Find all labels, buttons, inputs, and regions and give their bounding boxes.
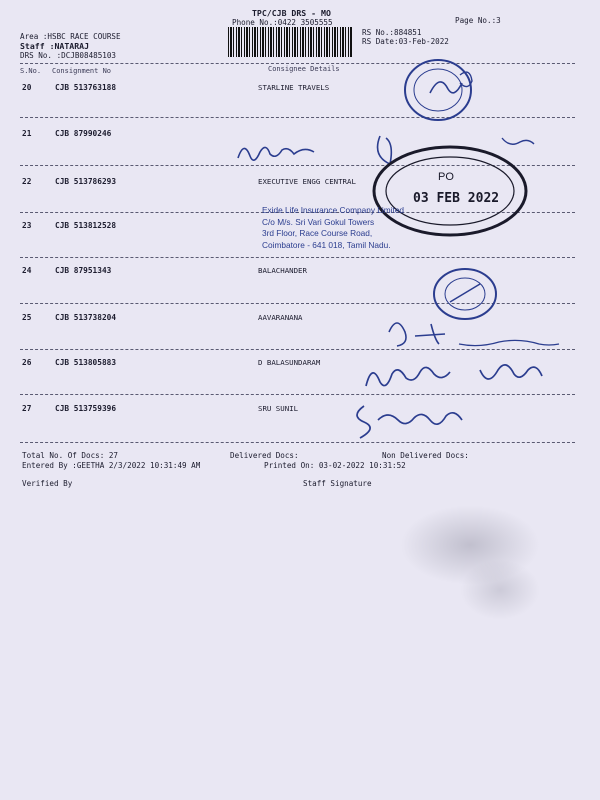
signature-row-27 bbox=[350, 398, 490, 440]
row-consignee: D BALASUNDARAM bbox=[258, 358, 321, 367]
date-stamp-date: 03 FEB 2022 bbox=[413, 191, 500, 206]
table-row bbox=[0, 404, 600, 424]
row-consignment: CJB 513763188 bbox=[55, 83, 117, 92]
row-divider bbox=[20, 394, 575, 395]
row-sno: 23 bbox=[22, 221, 32, 230]
company-stamp-line4: Coimbatore - 641 018, Tamil Nadu. bbox=[262, 239, 391, 250]
row-consignment: CJB 513805883 bbox=[55, 358, 117, 367]
staff-signature-label: Staff Signature bbox=[303, 479, 372, 488]
company-stamp-line2: C/o M/s. Sri Vari Gokul Towers bbox=[262, 216, 375, 227]
row-sno: 22 bbox=[22, 177, 32, 186]
entered-by: Entered By :GEETHA 2/3/2022 10:31:49 AM bbox=[22, 461, 201, 470]
row-consignment: CJB 513738204 bbox=[55, 313, 117, 322]
row-consignee: SRU SUNIL bbox=[258, 404, 299, 413]
verified-by: Verified By bbox=[22, 479, 73, 488]
row-consignee: BALACHANDER bbox=[258, 266, 307, 275]
total-docs: Total No. Of Docs: 27 bbox=[22, 451, 119, 460]
round-stamp-travels bbox=[400, 55, 480, 125]
rs-date: RS Date:03-Feb-2022 bbox=[362, 37, 449, 46]
page-number: Page No.:3 bbox=[455, 16, 501, 25]
footer-divider bbox=[20, 442, 575, 443]
row-sno: 24 bbox=[22, 266, 32, 275]
delivered-docs: Delivered Docs: bbox=[230, 451, 299, 460]
phone-number: Phone No.:0422 3505555 bbox=[232, 18, 333, 27]
header-divider bbox=[20, 63, 575, 64]
company-stamp-line1: Exide Life Insurance Company Limited bbox=[262, 205, 405, 215]
row-consignment: CJB 87951343 bbox=[55, 266, 112, 275]
row-consignee: EXECUTIVE ENGG CENTRAL bbox=[258, 177, 356, 186]
column-consignee: Consignee Details bbox=[268, 65, 340, 73]
row-divider bbox=[20, 257, 575, 258]
signature-row-26 bbox=[360, 358, 575, 394]
row-consignment: CJB 87990246 bbox=[55, 129, 112, 138]
date-stamp-top: PO bbox=[438, 171, 454, 183]
row-consignee: AAVARANANA bbox=[258, 313, 303, 322]
row-consignment: CJB 513812528 bbox=[55, 221, 117, 230]
scan-smudge bbox=[460, 560, 540, 620]
row-sno: 27 bbox=[22, 404, 32, 413]
row-divider bbox=[20, 117, 575, 118]
rs-number: RS No.:884851 bbox=[362, 28, 422, 37]
row-consignee: STARLINE TRAVELS bbox=[258, 83, 330, 92]
staff-field: Staff :NATARAJ bbox=[20, 41, 90, 51]
row-sno: 21 bbox=[22, 129, 32, 138]
column-sno: S.No. bbox=[20, 67, 42, 75]
company-stamp-line3: 3rd Floor, Race Course Road, bbox=[262, 228, 373, 238]
row-sno: 20 bbox=[22, 83, 32, 92]
company-stamp bbox=[262, 205, 404, 251]
table-row bbox=[0, 83, 600, 103]
document-title: TPC/CJB DRS - MO bbox=[252, 8, 331, 18]
table-row bbox=[0, 266, 600, 286]
row-sno: 26 bbox=[22, 358, 32, 367]
non-delivered-docs: Non Delivered Docs: bbox=[382, 451, 469, 460]
signature-row-25 bbox=[385, 310, 570, 358]
printed-on: Printed On: 03-02-2022 10:31:52 bbox=[264, 461, 406, 470]
barcode bbox=[228, 27, 352, 57]
column-consignment: Consignment No bbox=[52, 67, 112, 75]
row-consignment: CJB 513786293 bbox=[55, 177, 117, 186]
row-sno: 25 bbox=[22, 313, 32, 322]
drs-number: DRS No. :DCJB08485103 bbox=[20, 51, 117, 60]
row-consignment: CJB 513759396 bbox=[55, 404, 117, 413]
area-field: Area :HSBC RACE COURSE bbox=[20, 32, 121, 41]
